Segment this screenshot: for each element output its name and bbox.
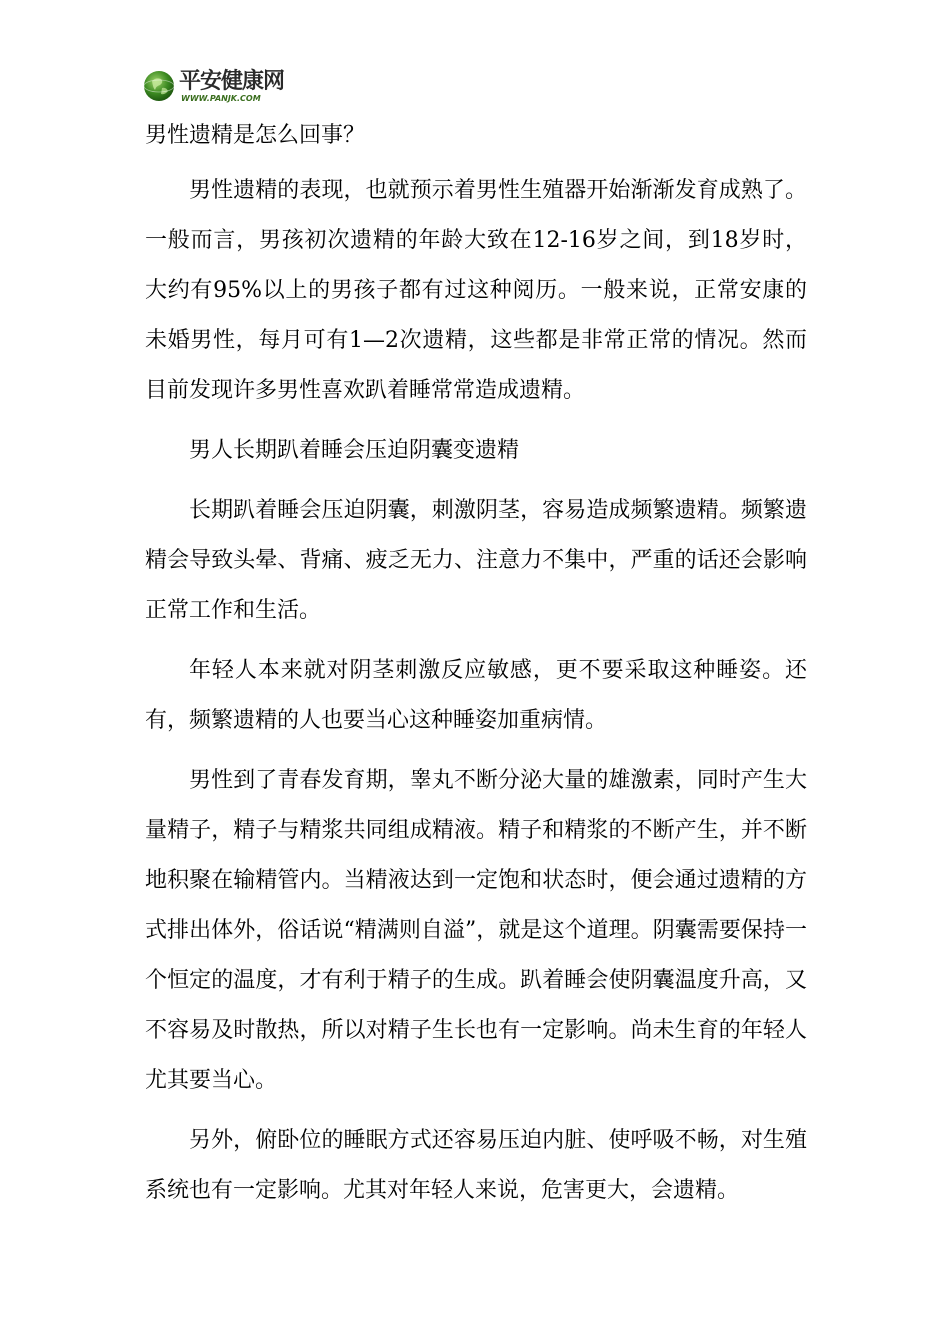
document-body xyxy=(145,166,807,1226)
paragraph-intro: 男性遗精的表现，也就预示着男性生殖器开始渐渐发育成熟了。一般而言，男孩初次遗精的年龄大致在12-16岁之间，到18岁时，大约有95%以上的男孩子都有过这种阅历。一般来说，正常安康的未婚男性，每月可有1—2次遗精，这些都是非常正常的情况。然而目前发现许多男性喜欢趴着睡常常造成遗精。 xyxy=(145,178,807,403)
paragraph-effects: 长期趴着睡会压迫阴囊，刺激阴茎，容易造成频繁遗精。频繁遗精会导致头晕、背痛、疲乏无力、注意力不集中，严重的话还会影响正常工作和生活。 xyxy=(145,498,807,623)
logo-url: WWW.PANJK.COM xyxy=(181,94,261,103)
site-logo xyxy=(143,68,313,108)
logo-name: 平安健康网 xyxy=(179,69,285,94)
document-title: 男性遗精是怎么回事？ xyxy=(145,123,366,148)
paragraph-puberty: 男性到了青春发育期，睾丸不断分泌大量的雄激素，同时产生大量精子，精子与精浆共同组成精液。精子和精浆的不断产生，并不断地积聚在输精管内。当精液达到一定饱和状态时，便会通过遗精的方式排出体外，俗话说“精满则自溢”，就是这个道理。阴囊需要保持一个恒定的温度，才有利于精子的生成。趴着睡会使阴囊温度升高，又不容易及时散热，所以对精子生长也有一定影响。尚未生育的年轻人尤其要当心。 xyxy=(145,768,807,1093)
section-subheading: 男人长期趴着睡会压迫阴囊变遗精 xyxy=(189,438,520,463)
globe-logo-icon xyxy=(143,70,175,102)
paragraph-prone-position: 另外，俯卧位的睡眠方式还容易压迫内脏、使呼吸不畅，对生殖系统也有一定影响。尤其对年轻人来说，危害更大，会遗精。 xyxy=(145,1128,807,1203)
paragraph-young-men: 年轻人本来就对阴茎刺激反应敏感，更不要采取这种睡姿。还有，频繁遗精的人也要当心这种睡姿加重病情。 xyxy=(145,658,807,733)
